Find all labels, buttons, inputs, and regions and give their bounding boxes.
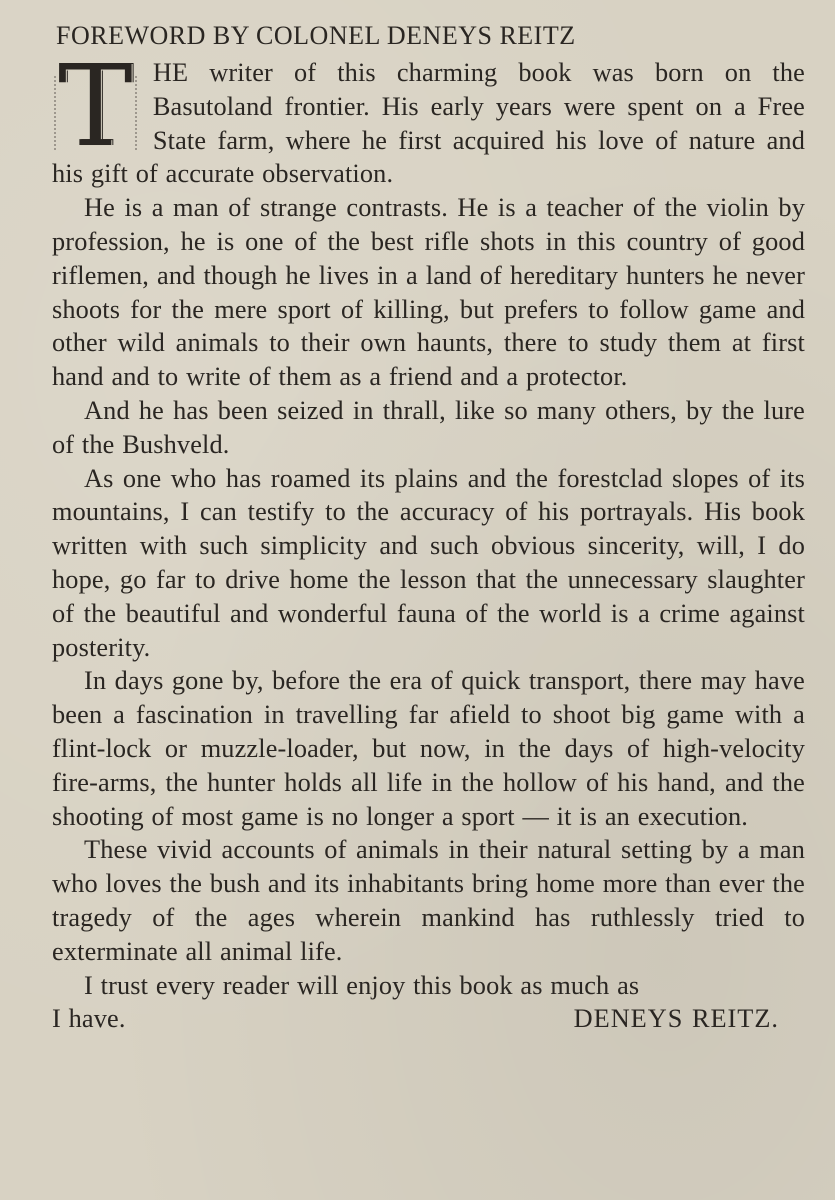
paragraph-5: In days gone by, before the era of quick transport, there may have been a fascination in travelling far afield to shoot big game with a flint-lock or muzzle-loader, but now, in the days of high-velocity fire-arms, the hunter holds all life in the hollow of his hand, and the shooting of most game is no longer a sport — it is an execution.: [52, 666, 805, 831]
paragraph-1: [52, 42, 805, 191]
paragraph-2: He is a man of strange contrasts. He is a teacher of the violin by profession, he is one of the best rifle shots in this country of good riflemen, and though he lives in a land of hereditary hunters he never shoots for the mere sport of killing, but prefers to follow game and other wild animals to their own haunts, there to study them at first hand and to write of them as a friend and a protector.: [52, 193, 805, 392]
author-signature: DENEYS REITZ.: [573, 1004, 779, 1034]
closing-text: I have.: [52, 1004, 126, 1034]
paragraph-6: These vivid accounts of animals in their natural setting by a man who loves the bush and its inhabitants bring home more than ever the tragedy of the ages wherein mankind has ruthlessly tried to exterminate all animal life.: [52, 835, 805, 966]
closing-line: [52, 1002, 805, 1036]
paragraph-4: As one who has roamed its plains and the forestclad slopes of its mountains, I can testify to the accuracy of his portrayals. His book written with such simplicity and such obvious sincerity, will, I do hope, go far to drive home the lesson that the unnecessary slaughter of the beautiful and wonderful fauna of the world is a crime against posterity.: [52, 463, 805, 662]
foreword-body: [52, 42, 805, 1036]
paragraph-3: And he has been seized in thrall, like so many others, by the lure of the Bushveld.: [52, 395, 805, 459]
paragraph-7: I trust every reader will enjoy this book as much as: [84, 970, 640, 1000]
paragraph-text: HE writer of this charming book was born on the Basutoland frontier. His early years were spent on a Free State farm, where he first acquired his love of nature and his gift of accurate observation.: [52, 58, 805, 189]
page-heading: FOREWORD BY COLONEL DENEYS REITZ: [56, 21, 576, 50]
drop-cap-letter: T: [52, 62, 139, 152]
